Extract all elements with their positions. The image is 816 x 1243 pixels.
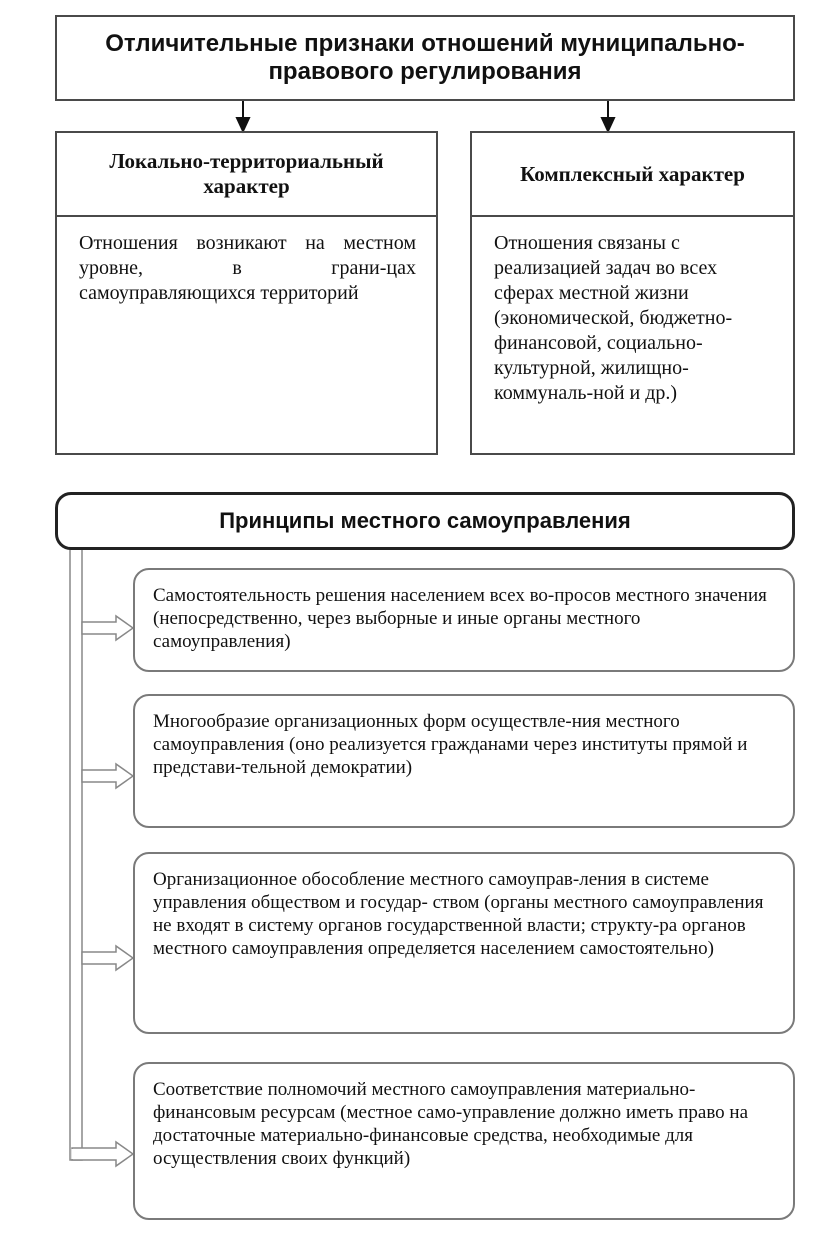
characteristic-heading: Локально-территориальный характер [57, 133, 436, 217]
principle-box: Самостоятельность решения населением всех во-просов местного значения (непосредственно, через выборные и иные органы местного самоуправления) [133, 568, 795, 672]
arrow-to-principle-1 [82, 616, 133, 640]
arrow-to-principle-2 [82, 764, 133, 788]
principles-spine [70, 548, 82, 1160]
principle-box: Соответствие полномочий местного самоуправления материально-финансовым ресурсам (местное само-управление должно иметь право на достаточные материально-финансовые средства, необходимые для осуществления своих функций) [133, 1062, 795, 1220]
characteristic-box-local-territorial [55, 131, 438, 455]
arrow-to-right-box [602, 101, 614, 131]
principle-box: Многообразие организационных форм осуществле-ния местного самоуправления (оно реализуется гражданами через институты прямой и представи-тельной демократии) [133, 694, 795, 828]
characteristic-heading: Комплексный характер [472, 133, 793, 217]
arrow-to-left-box [237, 101, 249, 131]
principles-title: Принципы местного самоуправления [55, 492, 795, 550]
arrow-to-principle-3 [82, 946, 133, 970]
principle-box: Организационное обособление местного самоуправ-ления в системе управления обществом и государ- ством (органы местного самоуправления не входят в систему органов государственной власти; структу-ра органов местного самоуправления определяется населением самостоятельно) [133, 852, 795, 1034]
diagram-title: Отличительные признаки отношений муниципально-правового регулирования [55, 15, 795, 101]
characteristic-text: Отношения возникают на местном уровне, в грани-цах самоуправляющихся территорий [79, 232, 416, 304]
characteristic-text: Отношения связаны с реализацией задач во всех сферах местной жизни (экономической, бюджетно-финансовой, социально-культурной, жилищно-коммуналь-ной и др.) [494, 232, 733, 404]
characteristic-box-complex [470, 131, 795, 455]
